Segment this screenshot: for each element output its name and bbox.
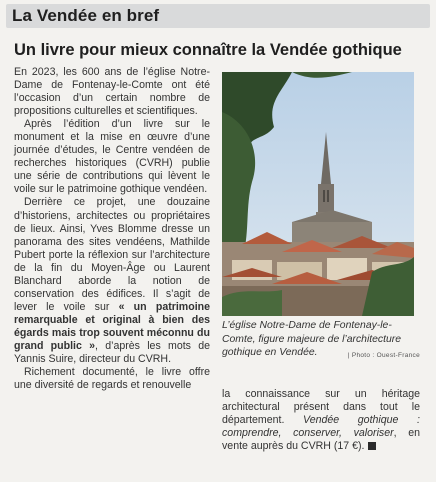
- paragraph-4-continued: [222, 388, 420, 453]
- photo-credit: | Photo : Ouest-France: [347, 352, 420, 360]
- section-title: La Vendée en bref: [12, 6, 160, 25]
- article-headline: Un livre pour mieux connaître la Vendée gothique: [14, 41, 402, 59]
- article-body-right: [222, 388, 420, 453]
- paragraph-4-cont-text: la connaissance sur un héritage architectural présent dans tout le département.: [222, 388, 420, 427]
- paragraph-2: Après l’édition d’un livre sur le monument et la mise en œuvre d’une journée d’études, le Centre vendéen de recherches historiques (CVRH) publie une série de contributions qui lèvent le voile sur le patrimoine gothique vendéen.: [14, 118, 210, 196]
- article-body-left: [14, 66, 210, 392]
- paragraph-4: Richement documenté, le livre offre une diversité de regards et renouvelle: [14, 366, 210, 392]
- church-photo: [222, 72, 414, 316]
- paragraph-3-text: Derrière ce projet, une douzaine d’historiens, architectes ou propriétaires de lieux. Ainsi, Yves Blomme dresse un panorama des sites vendéens, Mathilde Pubert porte la réflexion sur l’architecture de la fin du Moyen-Âge ou Laurent Blanchard aborde la notion de conservation des édifices. Il s’agit de lever le voile sur: [14, 196, 210, 313]
- quote-text: « un patrimoine remarquable et original à bien des égards mais trop souvent méconnu du grand public »: [14, 300, 210, 352]
- paragraph-1: En 2023, les 600 ans de l’église Notre-Dame de Fontenay-le-Comte ont été l’occasion d’un certain nombre de propositions culturelles et scientifiques.: [14, 66, 210, 118]
- book-title: Vendée gothique : comprendre, conserver, valoriser: [222, 414, 420, 440]
- caption-text: L’église Notre-Dame de Fontenay-le-Comte, figure majeure de l’architecture gothique en Vendée.: [222, 320, 402, 359]
- section-header: [6, 4, 430, 28]
- paragraph-3-end: , d’après les mots de Yannis Suire, directeur du CVRH.: [14, 339, 210, 366]
- paragraph-4-end: , en vente auprès du CVRH (17 €).: [222, 427, 420, 453]
- paragraph-3: [14, 196, 210, 366]
- church-photo-illustration: [222, 72, 414, 316]
- end-of-article-mark: [368, 442, 376, 450]
- photo-caption: [222, 319, 420, 363]
